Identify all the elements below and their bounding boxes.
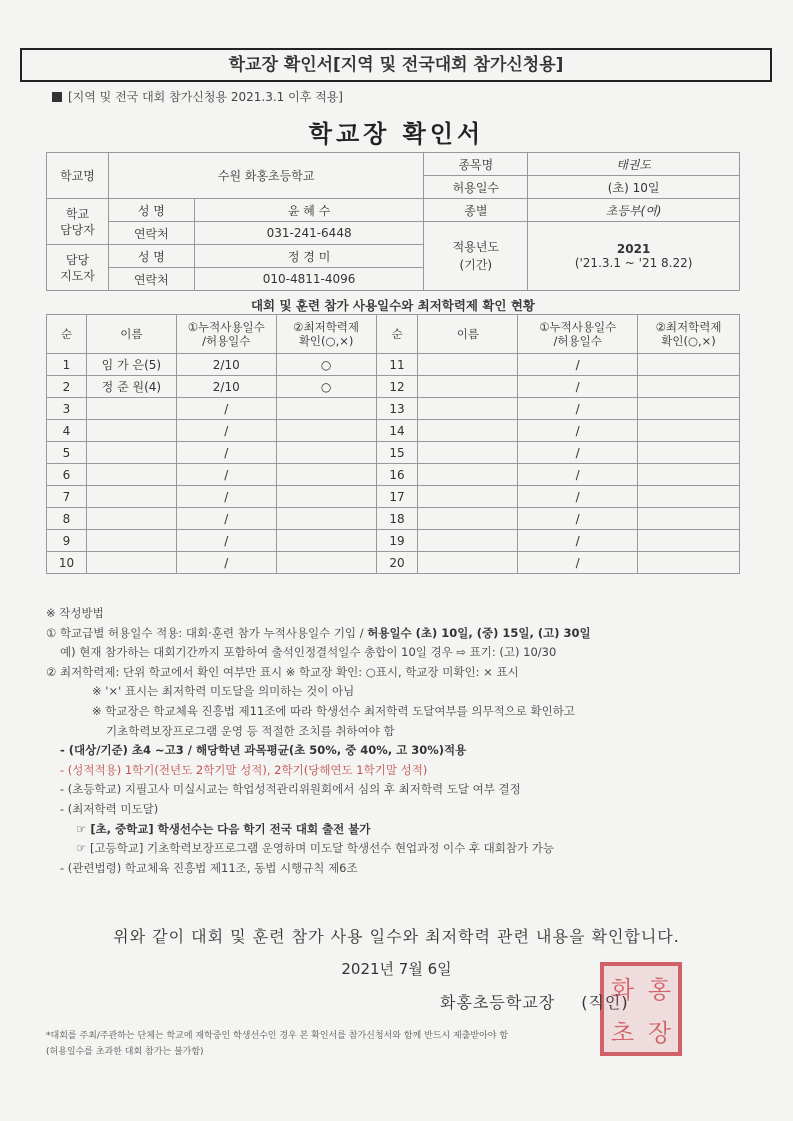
col-no-header: 순 — [47, 315, 87, 354]
guide-high: ☞ [고등학교] 기초학력보장프로그램 운영하며 미도달 학생선수 현업과정 이수 후 대회참가 가능 — [76, 841, 554, 856]
cell-name — [418, 508, 518, 530]
cell-check — [638, 486, 740, 508]
cell-days: / — [518, 420, 638, 442]
cell-no: 5 — [47, 442, 87, 464]
guide-note-program: 기초학력보장프로그램 운영 등 적절한 조치를 취하여야 함 — [106, 723, 395, 738]
cell-days: 2/10 — [176, 376, 276, 398]
cell-days: / — [518, 354, 638, 376]
cell-check — [638, 354, 740, 376]
cell-no: 19 — [376, 530, 418, 552]
cell-check — [638, 464, 740, 486]
cell-name — [418, 464, 518, 486]
writing-guide — [46, 604, 746, 878]
school-principal: 화홍초등학교장 — [440, 993, 556, 1012]
cell-days: / — [518, 530, 638, 552]
cell-days: / — [518, 552, 638, 574]
cell-check — [638, 398, 740, 420]
cell-days: / — [518, 442, 638, 464]
cell-no: 11 — [376, 354, 418, 376]
guide-elem-middle: ☞ [초, 중학교] 학생선수는 다음 학기 전국 대회 출전 불가 — [76, 821, 371, 836]
guide-item-1-example: 예) 현재 참가하는 대회기간까지 포함하여 출석인정결석일수 총합이 10일 경우 ⇨ 표기: (고) 10/30 — [60, 645, 557, 660]
cell-check — [276, 552, 376, 574]
cell-no: 17 — [376, 486, 418, 508]
main-title: 학교장 확인서 — [308, 120, 485, 148]
cell-check — [276, 486, 376, 508]
cell-no: 3 — [47, 398, 87, 420]
seal-char: 홍 — [647, 976, 672, 1004]
guide-not-reached: - (최저학력 미도달) — [60, 801, 159, 816]
staff-name-value: 윤 혜 수 — [194, 199, 424, 222]
cell-days: / — [176, 420, 276, 442]
col-check-header-right: ②최저학력제 확인(○,×) — [638, 315, 740, 354]
cell-check — [638, 508, 740, 530]
document-header-box: 학교장 확인서[지역 및 전국대회 참가신청용] — [20, 48, 772, 82]
col-name-header: 이름 — [86, 315, 176, 354]
year-label: 적용년도 (기간) — [424, 222, 528, 291]
allowed-days-label: 허용일수 — [424, 176, 528, 199]
period-value: ('21.3.1 ~ '21 8.22) — [574, 256, 693, 270]
table-row — [47, 420, 740, 442]
table-row — [47, 442, 740, 464]
cell-name — [418, 420, 518, 442]
coach-label: 담당 지도자 — [47, 245, 109, 291]
square-bullet-icon — [52, 92, 62, 102]
cell-check — [276, 442, 376, 464]
table-row — [47, 354, 740, 376]
cell-check: ○ — [276, 376, 376, 398]
participation-rows — [47, 354, 740, 574]
event-label: 종목명 — [424, 153, 528, 176]
guide-law: - (관련법령) 학교체육 진흥법 제11조, 동법 시행규칙 제6조 — [60, 860, 358, 875]
footnote — [46, 1028, 736, 1060]
guide-item-1 — [46, 624, 746, 644]
cell-name — [418, 486, 518, 508]
cell-no: 1 — [47, 354, 87, 376]
cell-days: / — [518, 508, 638, 530]
cell-days: / — [176, 398, 276, 420]
cell-check — [276, 464, 376, 486]
cell-check — [276, 398, 376, 420]
school-name-value: 수원 화홍초등학교 — [108, 153, 424, 199]
cell-no: 15 — [376, 442, 418, 464]
applicability-note — [52, 88, 343, 105]
staff-contact-label: 연락처 — [108, 222, 194, 245]
cell-name — [86, 508, 176, 530]
participation-table — [46, 314, 740, 574]
cell-check — [638, 376, 740, 398]
col-days-header: ①누적사용일수 /허용일수 — [176, 315, 276, 354]
cell-name — [86, 442, 176, 464]
cell-no: 16 — [376, 464, 418, 486]
coach-name-value: 정 경 미 — [194, 245, 424, 268]
cell-days: / — [518, 464, 638, 486]
col-name-header-right: 이름 — [418, 315, 518, 354]
cell-name — [86, 530, 176, 552]
event-value: 태권도 — [528, 153, 740, 176]
cell-days: / — [518, 398, 638, 420]
cell-name: 정 준 원(4) — [86, 376, 176, 398]
staff-phone-value: 031-241-6448 — [194, 222, 424, 245]
cell-no: 7 — [47, 486, 87, 508]
footnote-line-2: (허용일수를 초과한 대회 참가는 불가함) — [46, 1047, 204, 1057]
cell-days: / — [176, 442, 276, 464]
guide-item-1-text: ① 학교급별 허용일수 적용: 대회·훈련 참가 누적사용일수 기입 / — [46, 625, 368, 640]
cell-no: 14 — [376, 420, 418, 442]
cell-no: 12 — [376, 376, 418, 398]
cell-name — [86, 486, 176, 508]
table-row — [47, 376, 740, 398]
school-name-label: 학교명 — [47, 153, 109, 199]
cell-days: / — [176, 552, 276, 574]
confirmation-statement: 위와 같이 대회 및 훈련 참가 사용 일수와 최저학력 관련 내용을 확인합니다. — [113, 927, 680, 946]
cell-days: / — [518, 376, 638, 398]
principal-signature — [440, 990, 629, 1013]
records-section-title: 대회 및 훈련 참가 사용일수와 최저학력제 확인 현황 — [250, 298, 536, 313]
guide-note-principal: ※ 학교장은 학교체육 진흥법 제11조에 따라 학생선수 최저학력 도달여부를 의무적으로 확인하고 — [92, 703, 575, 718]
cell-no: 2 — [47, 376, 87, 398]
school-info-table — [46, 152, 740, 291]
cell-name — [418, 398, 518, 420]
coach-phone-value: 010-4811-4096 — [194, 268, 424, 291]
year-cell — [528, 222, 740, 291]
cell-name — [418, 376, 518, 398]
cell-name — [86, 464, 176, 486]
cell-check — [276, 508, 376, 530]
cell-days: / — [176, 486, 276, 508]
cell-name — [418, 530, 518, 552]
cell-check: ○ — [276, 354, 376, 376]
cell-no: 9 — [47, 530, 87, 552]
cell-check — [276, 420, 376, 442]
category-label: 종별 — [424, 199, 528, 222]
guide-heading: ※ 작성방법 — [46, 606, 104, 620]
cell-no: 4 — [47, 420, 87, 442]
cell-days: / — [176, 464, 276, 486]
table-row — [47, 508, 740, 530]
cell-name — [418, 354, 518, 376]
staff-label: 학교 담당자 — [47, 199, 109, 245]
category-value: 초등부(여) — [528, 199, 740, 222]
table-row — [47, 398, 740, 420]
cell-check — [638, 420, 740, 442]
table-row — [47, 530, 740, 552]
cell-check — [638, 530, 740, 552]
table-row — [47, 464, 740, 486]
cell-no: 10 — [47, 552, 87, 574]
cell-days: / — [518, 486, 638, 508]
col-check-header: ②최저학력제 확인(○,×) — [276, 315, 376, 354]
cell-no: 13 — [376, 398, 418, 420]
guide-item-2: ② 최저학력제: 단위 학교에서 확인 여부만 표시 ※ 학교장 확인: ○표시, 학교장 미확인: × 표시 — [46, 664, 519, 679]
coach-name-label: 성 명 — [108, 245, 194, 268]
applicability-text: [지역 및 전국 대회 참가신청용 2021.3.1 이후 적용] — [68, 90, 343, 104]
staff-name-label: 성 명 — [108, 199, 194, 222]
col-no-header-right: 순 — [376, 315, 418, 354]
seal-char: 초 — [610, 1019, 635, 1047]
footnote-line-1: *대회를 주최/주관하는 단체는 학교에 재학중인 학생선수인 경우 본 확인서를 참가신청서와 함께 반드시 제출받아야 함 — [46, 1031, 509, 1041]
year-value: 2021 — [616, 242, 651, 256]
cell-name — [418, 442, 518, 464]
seal-suffix: (직인) — [581, 993, 629, 1012]
seal-char: 화 — [610, 976, 635, 1004]
cell-name: 임 가 은(5) — [86, 354, 176, 376]
col-days-header-right: ①누적사용일수 /허용일수 — [518, 315, 638, 354]
cell-no: 6 — [47, 464, 87, 486]
cell-name — [86, 420, 176, 442]
cell-check — [638, 442, 740, 464]
cell-name — [86, 552, 176, 574]
guide-target: - (대상/기준) 초4 ~고3 / 해당학년 과목평균(초 50%, 중 40%, 고 30%)적용 — [60, 743, 467, 758]
cell-check — [276, 530, 376, 552]
issue-date: 2021년 7월 6일 — [341, 960, 452, 978]
seal-char: 장 — [647, 1019, 672, 1047]
coach-contact-label: 연락처 — [108, 268, 194, 291]
cell-name — [86, 398, 176, 420]
cell-days: / — [176, 530, 276, 552]
guide-elementary: - (초등학교) 지필고사 미실시교는 학업성적관리위원회에서 심의 후 최저학력 도달 여부 결정 — [60, 782, 521, 797]
cell-check — [638, 552, 740, 574]
guide-grade-period: - (성적적용) 1학기(전년도 2학기말 성적), 2학기(당해연도 1학기말 성적) — [60, 762, 428, 777]
cell-no: 18 — [376, 508, 418, 530]
cell-days: / — [176, 508, 276, 530]
table-row — [47, 552, 740, 574]
cell-days: 2/10 — [176, 354, 276, 376]
table-row — [47, 486, 740, 508]
guide-item-1-bold: 허용일수 (초) 10일, (중) 15일, (고) 30일 — [367, 625, 591, 640]
cell-no: 20 — [376, 552, 418, 574]
cell-name — [418, 552, 518, 574]
guide-note-x: ※ '×' 표시는 최저학력 미도달을 의미하는 것이 아님 — [92, 684, 355, 699]
allowed-days-value: (초) 10일 — [528, 176, 740, 199]
cell-no: 8 — [47, 508, 87, 530]
